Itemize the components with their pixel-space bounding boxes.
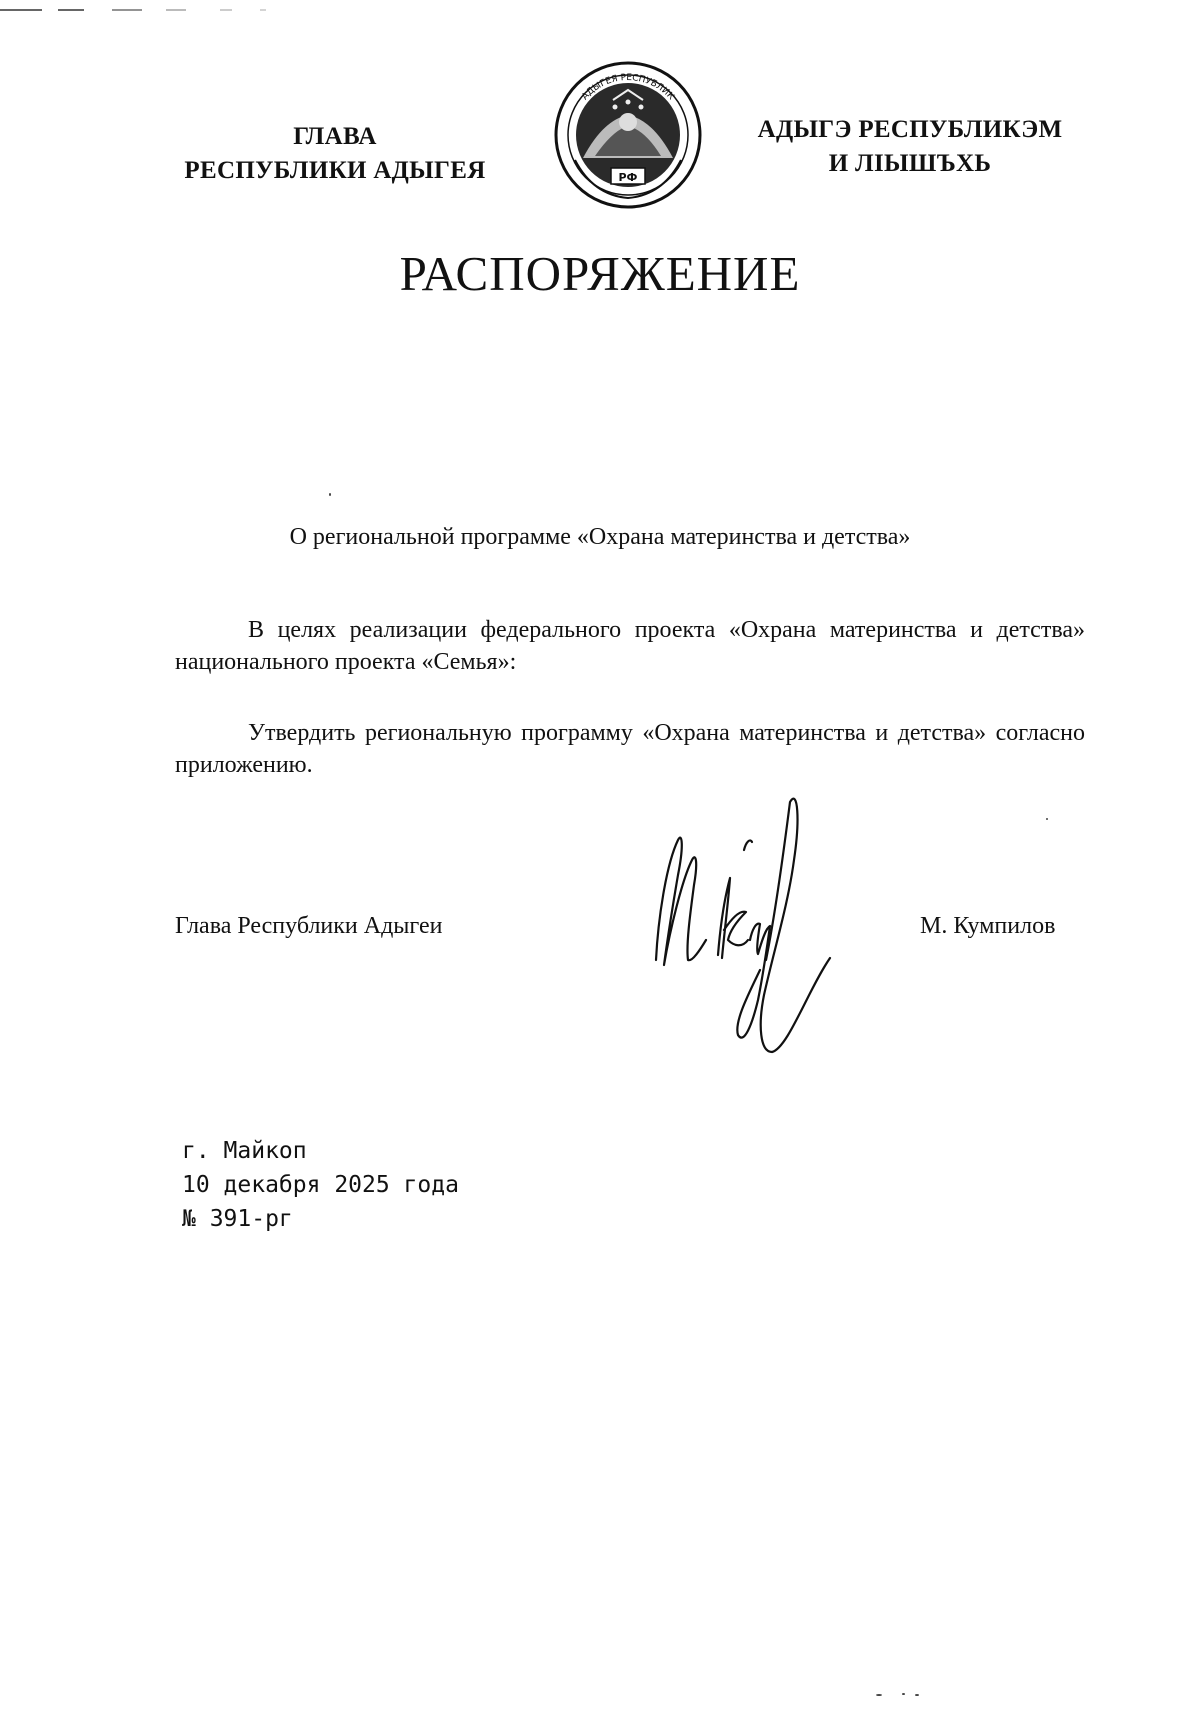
- scan-speck: [915, 1694, 919, 1696]
- adygea-coat-of-arms-icon: [553, 60, 703, 210]
- scan-speck: [902, 1693, 905, 1695]
- header-right-line-2: И ЛІЫШЪХЬ: [828, 150, 992, 177]
- header-left-title: [165, 120, 505, 188]
- header-right-title: [720, 113, 1100, 181]
- signatory-name: М. Кумпилов: [920, 913, 1056, 939]
- document-title: РАСПОРЯЖЕНИЕ: [399, 246, 801, 301]
- signing-date: 10 декабря 2025 года: [182, 1172, 459, 1198]
- paragraph-resolution: Утвердить региональную программу «Охрана материнства и детства» согласно приложению.: [175, 720, 1085, 778]
- emblem-top-text: АДЫГЕЯ РЕСПУБЛИК: [580, 72, 676, 103]
- header-left-line-2: РЕСПУБЛИКИ АДЫГЕЯ: [184, 157, 486, 184]
- document-subject: О региональной программе «Охрана материнства и детства»: [289, 524, 911, 550]
- signing-place: г. Майкоп: [182, 1138, 307, 1164]
- document-number: № 391-рг: [182, 1206, 293, 1232]
- signatory-position: Глава Республики Адыгеи: [175, 913, 443, 939]
- emblem-bottom-text: РФ: [618, 171, 638, 184]
- paragraph-preamble: В целях реализации федерального проекта «Охрана материнства и детства» национального проекта «Семья»:: [175, 617, 1085, 675]
- header-left-line-1: ГЛАВА: [293, 123, 377, 150]
- scan-speck: [1046, 818, 1048, 820]
- scan-speck: [876, 1694, 882, 1696]
- scan-edge-marks: [0, 0, 320, 16]
- header-right-line-1: АДЫГЭ РЕСПУБЛИКЭМ: [757, 116, 1063, 143]
- handwritten-signature-icon: [648, 790, 848, 1060]
- scan-speck: [329, 493, 331, 496]
